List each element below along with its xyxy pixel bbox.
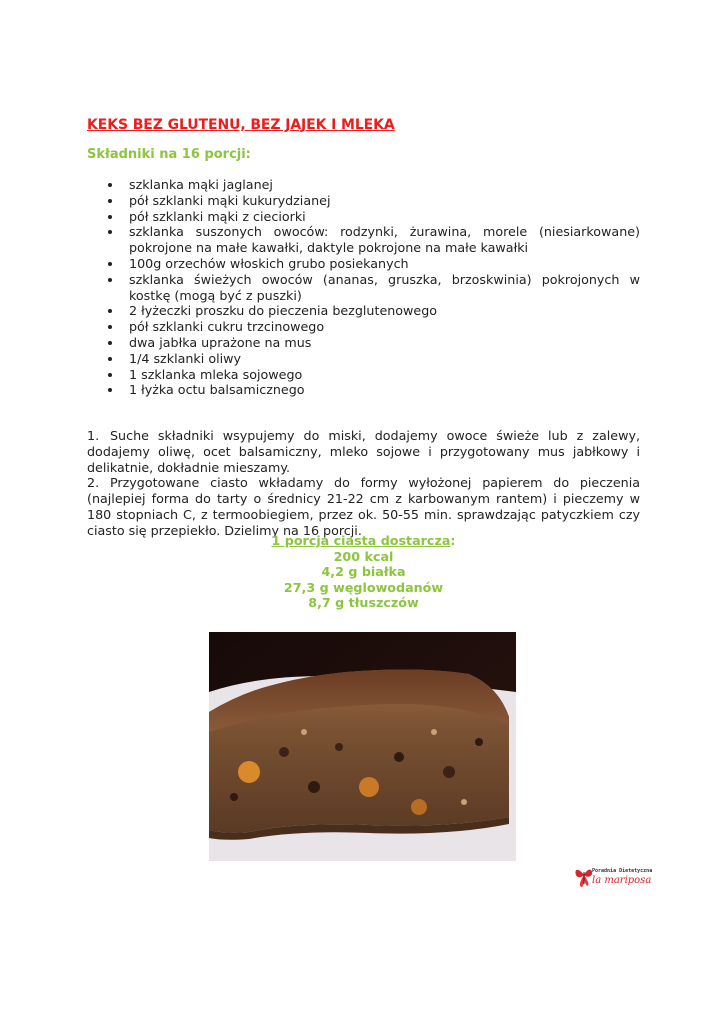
nutrition-heading: 1 porcja ciasta dostarcza	[271, 533, 451, 548]
preparation-steps	[87, 428, 640, 539]
ingredient-item: 1 szklanka mleka sojowego	[107, 367, 640, 383]
nutrition-fat: 8,7 g tłuszczów	[308, 595, 419, 610]
la-mariposa-logo	[574, 861, 653, 893]
step-text: Suche składniki wsypujemy do miski, dodajemy owoce świeże lub z zalewy, dodajemy oliwę, ocet balsamiczny, mleko sojowe i przygotowany mus jabłkowy i delikatnie, dokładnie mieszamy.	[87, 428, 640, 475]
step-1	[87, 428, 640, 475]
nutrition-heading-line	[87, 533, 640, 549]
step-number: 1.	[87, 428, 100, 443]
servings-heading: Składniki na 16 porcji:	[87, 147, 251, 162]
logo-subtitle: Poradnia Dietetyczna	[592, 868, 653, 874]
nutrition-kcal: 200 kcal	[333, 548, 394, 564]
cake-photo	[209, 632, 516, 861]
step-2	[87, 475, 640, 538]
ingredient-item: 2 łyżeczki proszku do pieczenia bezglutenowego	[107, 303, 640, 319]
step-number: 2.	[87, 475, 100, 491]
logo-name: la mariposa	[592, 875, 652, 886]
ingredient-item: 1/4 szklanki oliwy	[107, 351, 640, 367]
nutrition-carbs: 27,3 g węglowodanów	[283, 579, 444, 595]
ingredient-item: 1 łyżka octu balsamicznego	[107, 382, 640, 398]
ingredient-item: pół szklanki mąki kukurydzianej	[107, 193, 640, 209]
nutrition-colon: :	[450, 533, 456, 548]
step-text: Przygotowane ciasto wkładamy do formy wyłożonej papierem do pieczenia (najlepiej forma do tarty o średnicy 21-22 cm z karbowanym rantem) i pieczemy w 180 stopniach C, z termoobiegiem, przez ok. 50-55 min. sprawdzając patyczkiem czy ciasto się przepiekło. Dzielimy na 16 porcji.	[87, 475, 640, 538]
ingredient-list	[107, 177, 640, 398]
ingredient-item: 100g orzechów włoskich grubo posiekanych	[107, 256, 640, 272]
ingredient-item: dwa jabłka uprażone na mus	[107, 335, 640, 351]
nutrition-protein: 4,2 g białka	[321, 564, 406, 579]
ingredient-item: pół szklanki cukru trzcinowego	[107, 319, 640, 335]
nutrition-facts	[87, 533, 640, 611]
ingredient-item: szklanka suszonych owoców: rodzynki, żurawina, morele (niesiarkowane) pokrojone na małe kawałki, daktyle pokrojone na małe kawałki	[107, 224, 640, 256]
ingredient-item: szklanka świeżych owoców (ananas, gruszka, brzoskwinia) pokrojonych w kostkę (mogą być z puszki)	[107, 272, 640, 304]
ingredient-item: pół szklanki mąki z cieciorki	[107, 209, 640, 225]
recipe-title: KEKS BEZ GLUTENU, BEZ JAJEK I MLEKA	[87, 117, 395, 133]
butterfly-icon	[574, 863, 594, 891]
ingredient-item: szklanka mąki jaglanej	[107, 177, 640, 193]
